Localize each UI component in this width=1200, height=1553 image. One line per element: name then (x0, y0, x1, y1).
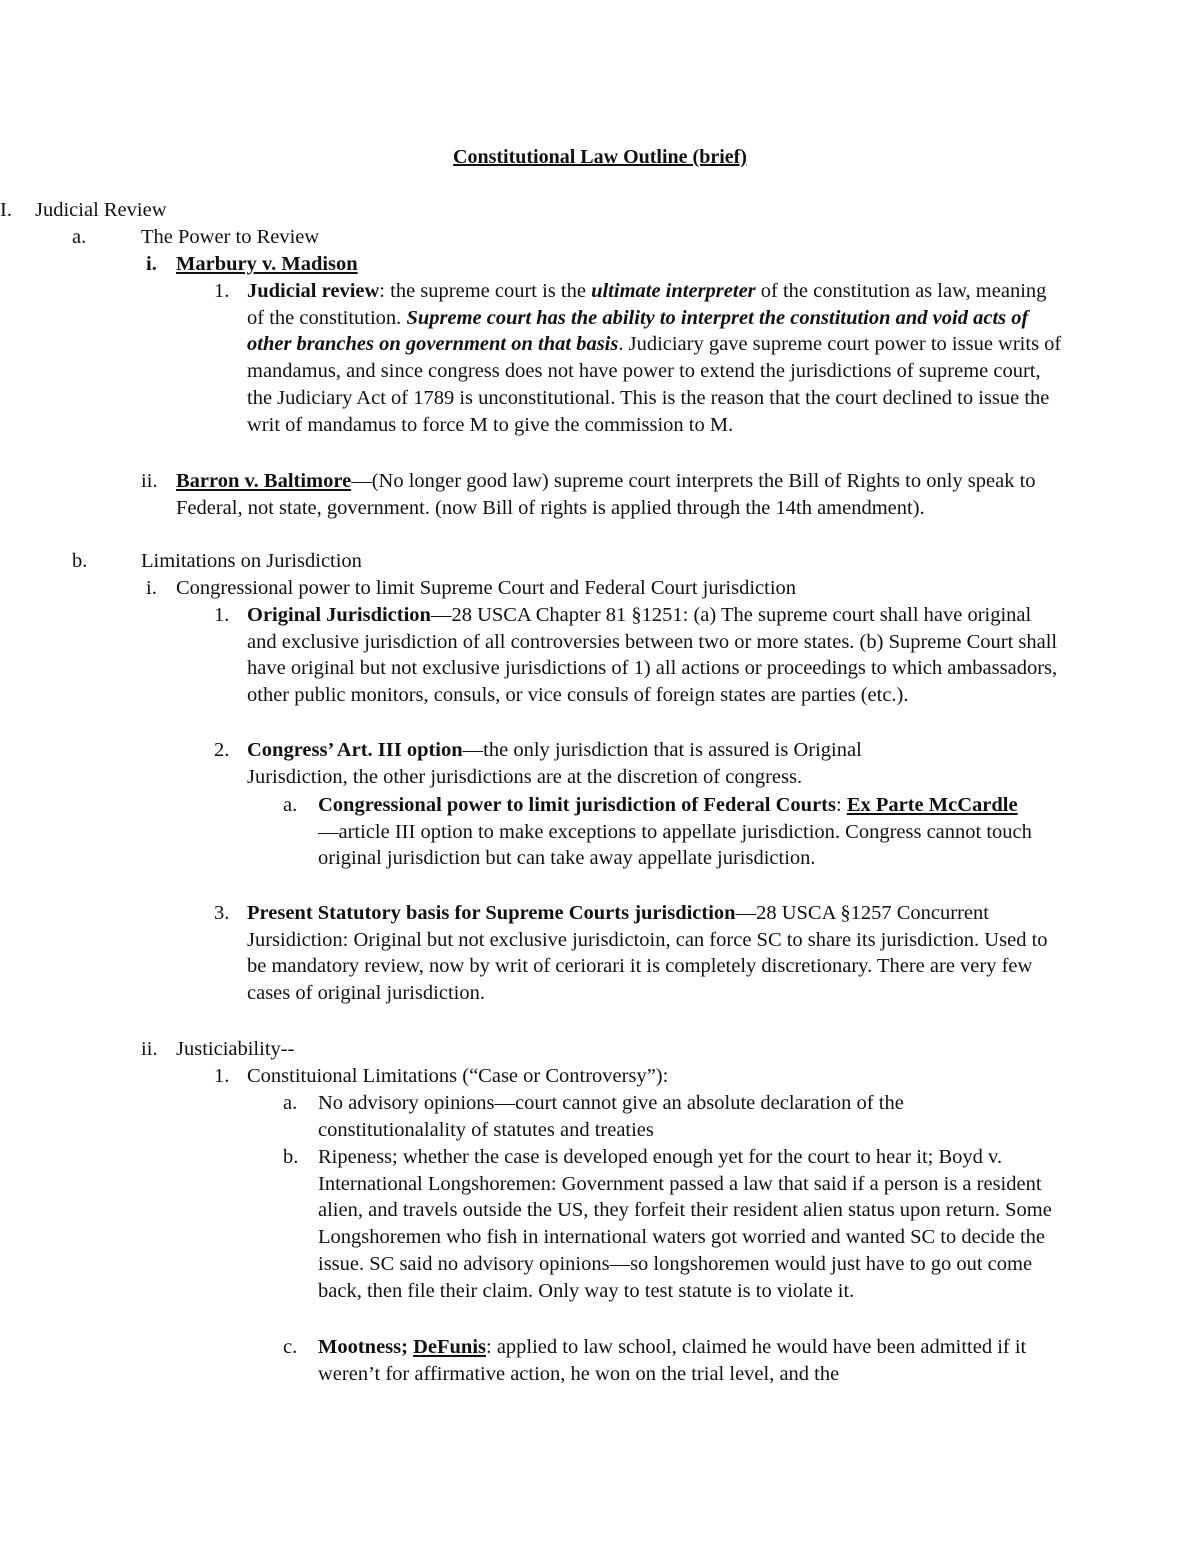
outline-marker-Ibi2: 2. (214, 739, 230, 761)
outline-marker-Ibi3: 3. (214, 902, 230, 924)
paragraph-original-jurisdiction: Original Jurisdiction—28 USCA Chapter 81 §1251: (a) The supreme court shall have original and exclusive jurisdiction of all controversies between two or more states. (b) Supreme Court shall have original but not exclusive jurisdictions of 1) all actions or proceedings to which ambassadors, other public monitors, consuls, or vice consuls of foreign states are parties (etc.). (247, 604, 1058, 707)
outline-marker-Ibii: ii. (141, 1038, 158, 1060)
outline-marker-Iaii: ii. (141, 470, 158, 492)
outline-marker-Ia: a. (72, 226, 87, 248)
paragraph-art-iii-option: Congress’ Art. III option—the only jurisdiction that is assured is Original Jurisdiction, the other jurisdictions are at the discretion of congress. (247, 739, 862, 788)
paragraph-barron-v-baltimore: Barron v. Baltimore—(No longer good law) supreme court interprets the Bill of Rights to only speak to Federal, not state, government. (now Bill of rights is applied through the 14th amendment). (176, 470, 1036, 519)
paragraph-statutory-basis: Present Statutory basis for Supreme Courts jurisdiction—28 USCA §1257 Concurrent Jursidiction: Original but not exclusive jurisdictoin, can force SC to share its jurisdiction. Used to be mandatory review, now by writ of ceriorari it is completely discretionary. There are very few cases of original jurisdiction. (247, 902, 1048, 1005)
case-ex-parte-mccardle: Ex Parte McCardle (846, 794, 1018, 816)
outline-marker-Iai1: 1. (214, 280, 230, 302)
outline-marker-Iai: i. (146, 253, 157, 275)
paragraph-mootness: Mootness; DeFunis: applied to law school, claimed he would have been admitted if it weren’t for affirmative action, he won on the trial level, and the (318, 1336, 1027, 1385)
term-congressional-power-federal-courts: Congressional power to limit jurisdiction of Federal Courts (318, 794, 836, 816)
emphasis-ultimate-interpreter: ultimate interpreter (591, 280, 756, 302)
term-judicial-review: Judicial review (247, 280, 380, 302)
case-barron-v-baltimore: Barron v. Baltimore (176, 470, 352, 492)
paragraph-ripeness: Ripeness; whether the case is developed enough yet for the court to hear it; Boyd v. International Longshoremen: Government passed a law that said if a person is a resident alien, and travels outside the US, they forfeit their resident alien status upon return. Some Longshoremen who fish in international waters got worried and wanted SC to decide the issue. SC said no advisory opinions—so longshoremen would just have to go out come back, then file their claim. Only way to test statute is to violate it. (318, 1146, 1052, 1302)
heading-judicial-review: Judicial Review (35, 199, 167, 221)
outline-marker-Ibi1: 1. (214, 604, 230, 626)
case-defunis: DeFunis (413, 1336, 486, 1358)
outline-marker-Ibii1: 1. (214, 1065, 230, 1087)
term-art-iii-option: Congress’ Art. III option (247, 739, 463, 761)
outline-marker-Ibii1c: c. (283, 1336, 298, 1358)
term-original-jurisdiction: Original Jurisdiction (247, 604, 431, 626)
outline-marker-Ibii1a: a. (283, 1092, 298, 1114)
heading-justiciability: Justiciability-- (176, 1038, 295, 1060)
emphasis-supreme-court-ability: Supreme court has the ability to interpret the constitution and void acts of other branches on government on that basis (247, 306, 1029, 356)
outline-marker-I: I. (0, 199, 12, 221)
heading-constitutional-limitations: Constituional Limitations (“Case or Controversy”): (247, 1065, 669, 1087)
paragraph-ex-parte-mccardle: Congressional power to limit jurisdiction of Federal Courts: Ex Parte McCardle—article III option to make exceptions to appellate jurisdiction. Congress cannot touch original jurisdiction but can take away appellate jurisdiction. (318, 794, 1032, 870)
paragraph-no-advisory-opinions: No advisory opinions—court cannot give an absolute declaration of the constitutionalality of statutes and treaties (318, 1092, 904, 1141)
outline-marker-Ib: b. (72, 550, 88, 572)
document-title: Constitutional Law Outline (brief) (453, 146, 747, 168)
case-marbury-v-madison: Marbury v. Madison (176, 253, 358, 275)
term-statutory-basis: Present Statutory basis for Supreme Courts jurisdiction (247, 902, 736, 924)
outline-marker-Ibii1b: b. (283, 1146, 299, 1168)
term-mootness: Mootness; (318, 1336, 414, 1358)
heading-power-to-review: The Power to Review (141, 226, 320, 248)
outline-marker-Ibi2a: a. (283, 794, 298, 816)
paragraph-judicial-review: Judicial review: the supreme court is the ultimate interpreter of the constitution as law, meaning of the constitution. Supreme court has the ability to interpret the constitution and void acts of other branches on government on that basis. Judiciary gave supreme court power to issue writs of mandamus, and since congress does not have power to extend the jurisdictions of supreme court, the Judiciary Act of 1789 is unconstitutional. This is the reason that the court declined to issue the writ of mandamus to force M to give the commission to M. (247, 280, 1062, 436)
heading-congressional-power: Congressional power to limit Supreme Court and Federal Court jurisdiction (176, 577, 797, 599)
outline-marker-Ibi: i. (146, 577, 157, 599)
heading-limitations-on-jurisdiction: Limitations on Jurisdiction (141, 550, 362, 572)
